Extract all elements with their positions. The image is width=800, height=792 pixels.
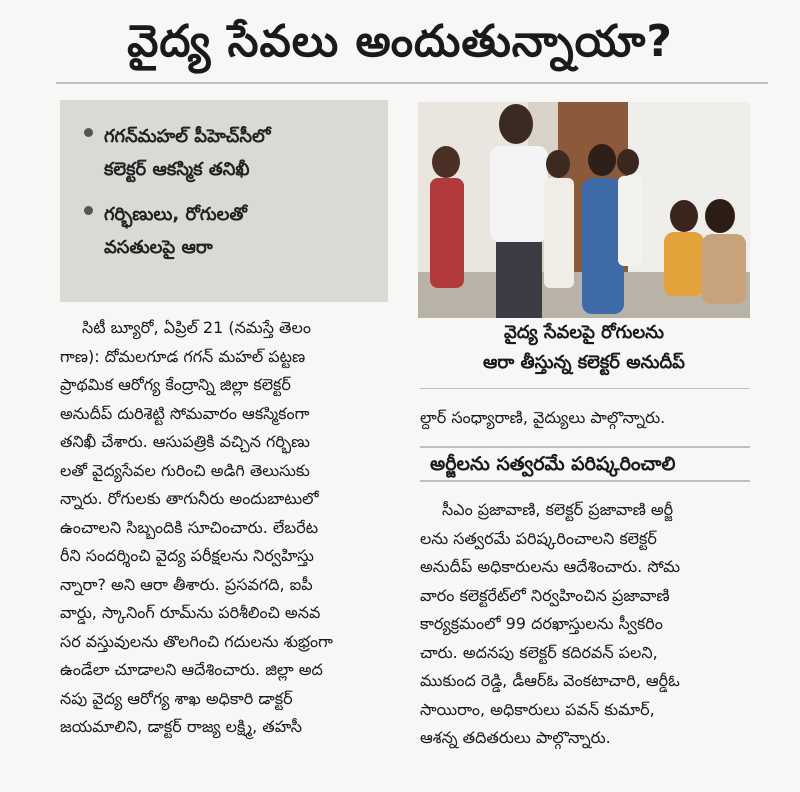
caption-rule: [420, 388, 750, 389]
body-line: సిటీ బ్యూరో, ఏప్రిల్ 21 (నమస్తే తెలం: [82, 318, 311, 337]
body-line: నపు వైద్య ఆరోగ్య శాఖ అధికారి డాక్టర్: [60, 688, 293, 708]
body-line: ల్దార్ సంధ్యారాణి, వైద్యులు పాల్గొన్నారు.: [420, 408, 666, 427]
body-line: లతో వైద్యసేవల గురించి అడిగి తెలుసుకు: [60, 460, 310, 480]
body-line: చారు. అదనపు కలెక్టర్ కదిరవన్ పలని,: [420, 642, 658, 662]
body-line: సీఎం ప్రజావాణి, కలెక్టర్ ప్రజావాణి అర్జీ: [442, 500, 674, 519]
body-line: గాణ): దోమలగూడ గగన్ మహల్ పట్టణ: [60, 346, 306, 366]
body-line: న్నారు. రోగులకు తాగునీరు అందుబాటులో: [60, 489, 319, 508]
highlights-box: [60, 100, 388, 302]
body-line: ఉంచాలని సిబ్బందికి సూచించారు. లేబరేట: [60, 517, 319, 537]
caption-line: వైద్య సేవలపై రోగులను: [504, 322, 664, 343]
article-left-column: [60, 314, 390, 742]
photo-illustration: [418, 102, 750, 318]
body-line: ఆశన్న తదితరులు పాల్గొన్నారు.: [420, 728, 611, 747]
body-line: ప్రాథమిక ఆరోగ్య కేంద్రాన్ని జిల్లా కలెక్టర్: [60, 375, 291, 394]
bullet-icon: [84, 128, 93, 137]
caption-line: ఆరా తీస్తున్న కలెక్టర్ అనుదీప్: [483, 352, 685, 373]
body-line: ముకుంద రెడ్డి, డీఆర్‌ఓ వెంకటాచారి, ఆర్డీఓ: [420, 671, 680, 690]
body-line: లను సత్వరమే పరిష్కరించాలని కలెక్టర్: [420, 528, 657, 548]
news-photo: [418, 102, 750, 318]
sub-heading: అర్జీలను సత్వరమే పరిష్కరించాలి: [420, 446, 750, 482]
headline: వైద్య సేవలు అందుతున్నాయా?: [127, 16, 673, 67]
body-line: న్నారా? అని ఆరా తీశారు. ప్రసవగది, ఐపీ: [60, 574, 313, 594]
body-line: అనుదీప్ దురిశెట్టి సోమవారం ఆకస్మికంగా: [60, 403, 310, 423]
highlight-item: [84, 198, 374, 264]
body-line: సాయిరాం, అధికారులు పవన్ కుమార్,: [420, 699, 655, 719]
article-right-column: [420, 496, 750, 753]
highlight-line: కలెక్టర్ ఆకస్మిక తనిఖీ: [104, 159, 250, 180]
body-line: అనుదీప్ అధికారులను ఆదేశించారు. సోమ: [420, 557, 681, 576]
body-line: ఉండేలా చూడాలని ఆదేశించారు. జిల్లా అద: [60, 660, 323, 679]
highlight-line: గగన్‌మహల్ పీహెచ్‌సీలో: [104, 126, 271, 147]
article-right-continuation: [420, 404, 750, 433]
highlight-item: [84, 120, 374, 186]
body-line: తనిఖీ చేశారు. ఆసుపత్రికి వచ్చిన గర్భిణు: [60, 432, 310, 451]
body-line: వార్డు, స్కానింగ్ రూమ్‌ను పరిశీలించి అనవ: [60, 603, 321, 622]
body-line: సర వస్తువులను తొలగించి గదులను శుభ్రంగా: [60, 631, 333, 651]
highlight-line: వసతులపై ఆరా: [104, 237, 213, 258]
body-line: కార్యక్రమంలో 99 దరఖాస్తులను స్వీకరిం: [420, 614, 663, 633]
highlight-line: గర్భిణులు, రోగులతో: [104, 204, 247, 225]
body-line: వారం కలెక్టరేట్‌లో నిర్వహించిన ప్రజావాణి: [420, 585, 670, 605]
body-line: రీని సందర్శించి వైద్య పరీక్షలను నిర్వహిస్తు: [60, 546, 314, 565]
photo-caption: [418, 318, 750, 378]
bullet-icon: [84, 206, 93, 215]
headline-rule: [56, 82, 768, 84]
body-line: జయమాలిని, డాక్టర్ రాజ్య లక్ష్మి, తహసీ: [60, 717, 302, 736]
